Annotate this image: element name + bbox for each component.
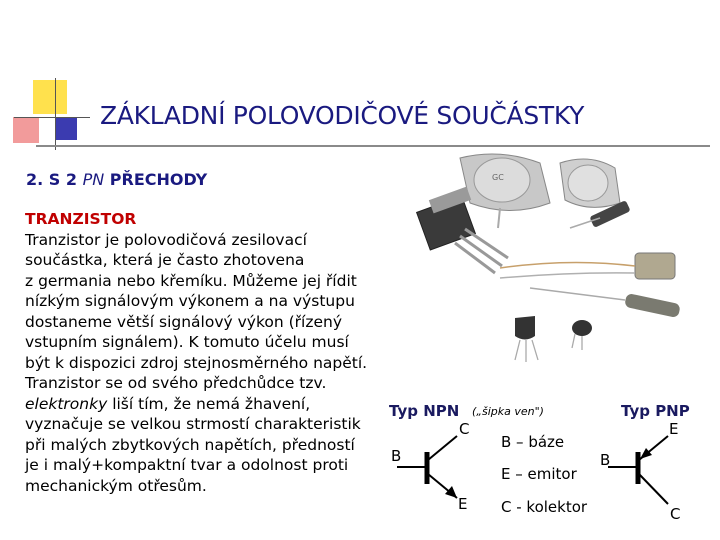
svg-text:GC: GC: [492, 173, 504, 182]
section-heading: TRANZISTOR: [25, 210, 137, 228]
subtitle-prefix: 2. S 2: [26, 170, 83, 189]
npn-base-label: B: [391, 447, 402, 465]
body-line: při malých zbytkových napětích, předností: [25, 435, 355, 454]
body-line: mechanickým otřesům.: [25, 476, 207, 495]
page-title: ZÁKLADNÍ POLOVODIČOVÉ SOUČÁSTKY: [100, 101, 585, 130]
pnp-base-label: B: [600, 451, 611, 469]
pnp-collector-label: C: [670, 505, 681, 523]
npn-emitter-label: E: [458, 495, 468, 513]
legend-emitter: E – emitor: [501, 465, 577, 483]
npn-collector-label: C: [459, 420, 470, 438]
tubular-transistor: [530, 288, 681, 318]
metal-can-transistor: [500, 253, 675, 279]
body-line: Tranzistor je polovodičová zesilovací: [25, 230, 307, 249]
deco-blue-square: [55, 118, 77, 140]
to66-transistor: [560, 159, 620, 207]
deco-horizontal-line: [14, 117, 90, 118]
body-line: Tranzistor se od svého předchůdce tzv.: [25, 374, 327, 392]
body-line: součástka, která je často zhotovena: [25, 251, 305, 269]
body-line-rest: liší tím, že nemá žhavení,: [107, 394, 311, 413]
transistors-photo: [400, 148, 710, 388]
to3-transistor: [460, 154, 550, 228]
body-italic-word: elektronky: [25, 394, 108, 413]
npn-arrow-note: („šipka ven"): [472, 405, 544, 418]
npn-transistor-symbol: [395, 430, 475, 510]
legend-collector: C - kolektor: [501, 498, 588, 516]
body-line: být k dispozici zdroj stejnosměrného napětí.: [25, 353, 368, 372]
body-line: dostaneme větší signálový výkon (řízený: [25, 312, 342, 331]
section-subtitle: [26, 170, 207, 189]
body-line: [25, 394, 395, 415]
legend-base: B – báze: [501, 433, 565, 451]
body-line: nízkým signálovým výkonem a na výstupu: [25, 292, 355, 310]
npn-type-label: Typ NPN: [389, 402, 460, 420]
deco-yellow-square: [33, 80, 67, 114]
subtitle-italic: PN: [82, 170, 105, 189]
body-text: [25, 209, 395, 496]
to92-transistor: [515, 316, 538, 362]
deco-red-square: [13, 117, 39, 143]
body-line: je i malý+kompaktní tvar a odolnost proti: [25, 456, 349, 474]
body-line: z germania nebo křemíku. Můžeme jej řídit: [25, 271, 357, 290]
pnp-type-label: Typ PNP: [621, 402, 690, 420]
deco-vertical-line: [55, 78, 56, 150]
subtitle-suffix: PŘECHODY: [104, 170, 208, 189]
small-can-transistor: [572, 320, 592, 350]
pnp-emitter-label: E: [669, 420, 679, 438]
body-line: vstupním signálem). K tomuto účelu musí: [25, 333, 349, 351]
pnp-transistor-symbol: [606, 430, 686, 510]
title-divider: [36, 145, 710, 147]
body-line: vyznačuje se velkou strmostí charakteristik: [25, 415, 361, 433]
